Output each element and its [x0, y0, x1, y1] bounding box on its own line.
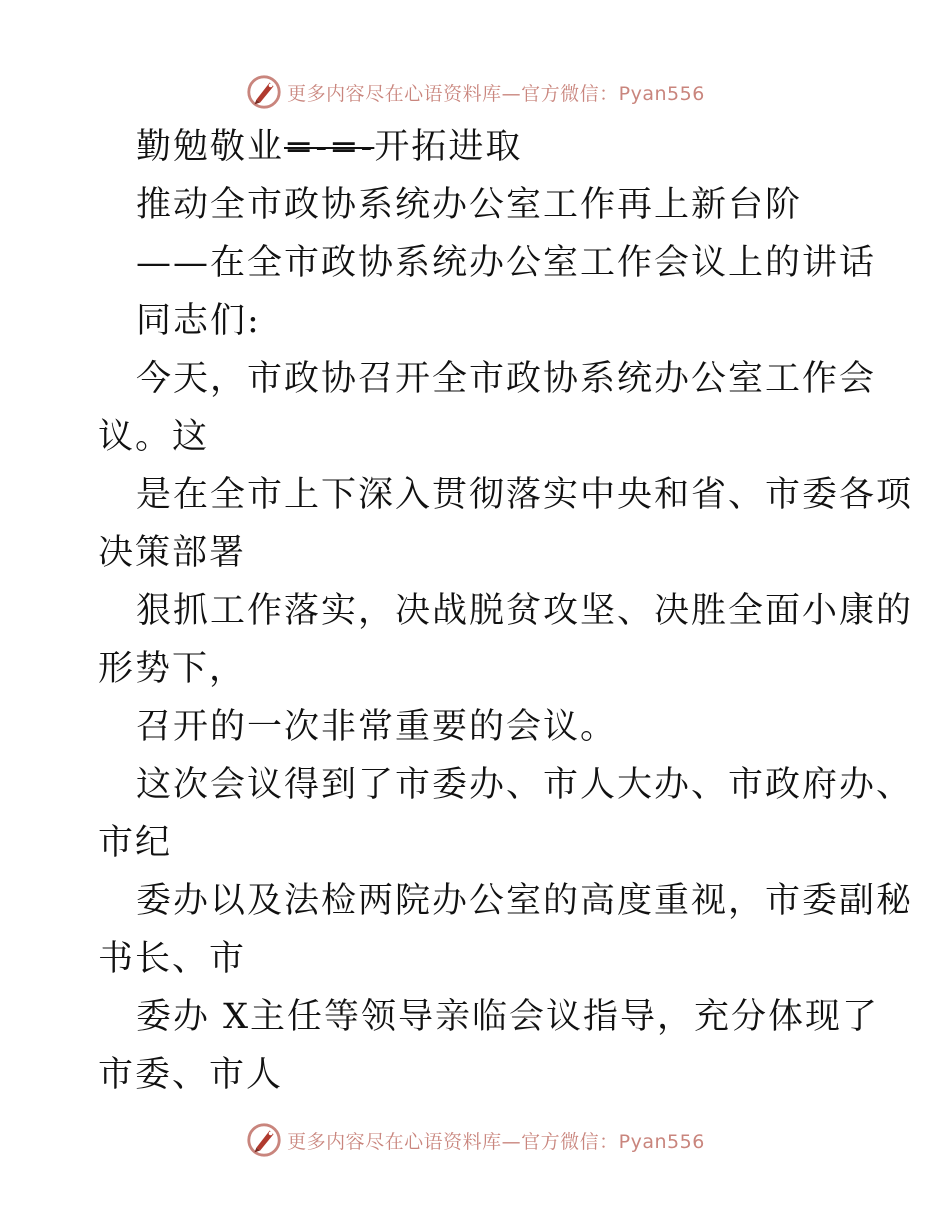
document-subtitle: ——在全市政协系统办公室工作会议上的讲话	[136, 243, 877, 283]
document-body	[98, 118, 914, 1104]
paragraph-line: 今天，市政协召开全市政协系统办公室工作会	[136, 359, 877, 399]
paragraph-line: 是在全市上下深入贯彻落实中央和省、市委各项	[136, 475, 914, 515]
paragraph-line: 形势下，	[98, 649, 247, 689]
pen-logo-icon	[245, 73, 283, 111]
paragraph-line: 这次会议得到了市委办、市人大办、市政府办、	[136, 765, 914, 805]
paragraph-line: 召开的一次非常重要的会议。	[136, 707, 618, 747]
watermark-banner-bottom	[0, 1118, 950, 1162]
watermark-text: 更多内容尽在心语资料库—官方微信：Pyan556	[287, 1130, 705, 1153]
paragraph-line: 委办以及法检两院办公室的高度重视，市委副秘	[136, 881, 914, 921]
paragraph-line: 书长、市	[98, 939, 247, 979]
paragraph-line: 委办 X主任等领导亲临会议指导，充分体现了	[136, 997, 880, 1037]
pen-logo-icon	[245, 1121, 283, 1159]
paragraph-line: 议。这	[98, 417, 210, 457]
salutation: 同志们:	[136, 301, 261, 341]
document-heading-1: 勤勉敬业=-=-开拓进取	[136, 127, 523, 167]
watermark-banner-top	[0, 70, 950, 114]
document-heading-2: 推动全市政协系统办公室工作再上新台阶	[136, 185, 803, 225]
watermark-text: 更多内容尽在心语资料库—官方微信：Pyan556	[287, 82, 705, 105]
paragraph-line: 决策部署	[98, 533, 247, 573]
paragraph-line: 市纪	[98, 823, 173, 863]
paragraph-line: 市委、市人	[98, 1055, 284, 1095]
paragraph-line: 狠抓工作落实，决战脱贫攻坚、决胜全面小康的	[136, 591, 914, 631]
